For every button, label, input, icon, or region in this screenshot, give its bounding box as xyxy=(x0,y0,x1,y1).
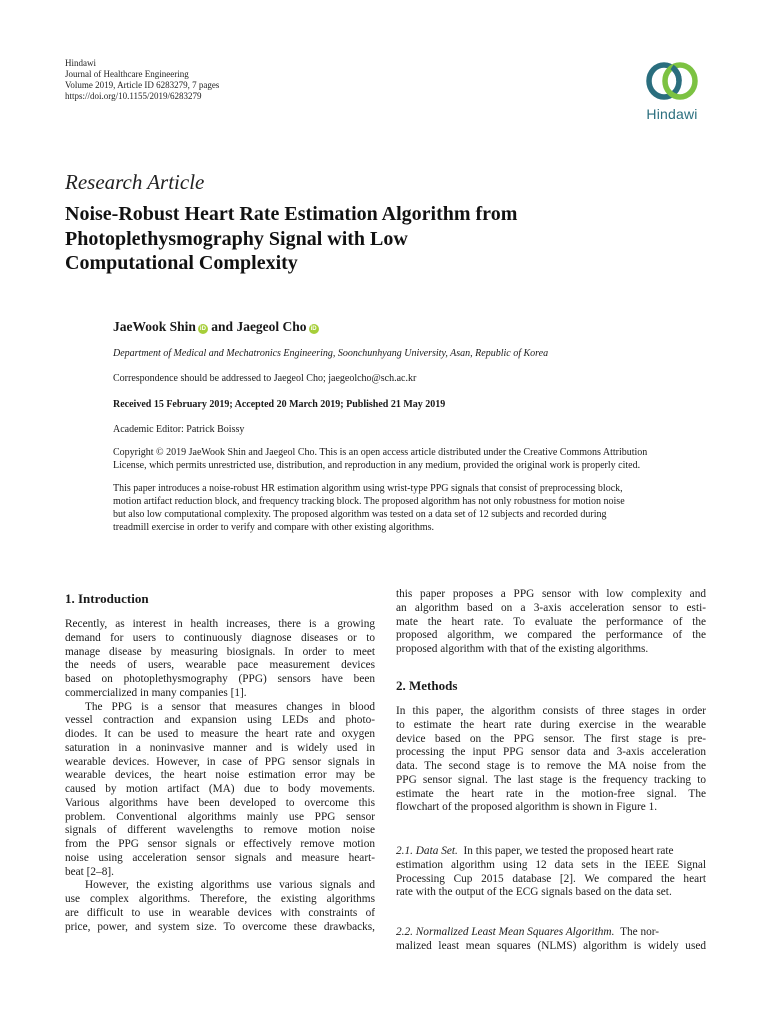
body-line: use complex algorithms. Therefore, the existing algorithms xyxy=(65,893,375,905)
body-line: wearable devices. However, in case of PPG sensor signals in xyxy=(65,755,375,768)
body-line: data. The second stage is to remove the MA noise from the xyxy=(396,760,706,772)
body-line: from the PPG sensor signals or effectively remove motion xyxy=(65,838,375,850)
body-line: signals of different wavelengths to remove motion noise xyxy=(65,824,375,837)
copyright-notice xyxy=(113,446,705,472)
journal-name: Journal of Healthcare Engineering xyxy=(65,69,189,79)
body-line: beat [2–8]. xyxy=(65,865,114,878)
body-line: device based on the PPG sensor. The first stage is pre- xyxy=(396,732,706,745)
section-heading-methods: 2. Methods xyxy=(396,678,458,693)
body-line: wearable devices, the heart noise estimation error may be xyxy=(65,769,375,782)
body-line: In this paper, the algorithm consists of three stages in order xyxy=(396,705,706,717)
body-line: estimate the heart rate in the motion-free signal. The xyxy=(396,787,706,800)
body-text: The nor- xyxy=(620,926,660,938)
publisher-name: Hindawi xyxy=(65,58,96,68)
body-line: an algorithm based on a 3-axis acceleration sensor to esti- xyxy=(396,601,706,614)
body-line: flowchart of the proposed algorithm is shown in Figure 1. xyxy=(396,801,658,814)
publication-dates: Received 15 February 2019; Accepted 20 March 2019; Published 21 May 2019 xyxy=(113,399,446,410)
body-line: PPG sensor signal. The last stage is the frequency tracking to xyxy=(396,773,706,786)
title-line: Photoplethysmography Signal with Low xyxy=(65,227,408,250)
abstract xyxy=(113,482,705,534)
doi-link[interactable]: https://doi.org/10.1155/2019/6283279 xyxy=(65,91,202,101)
abstract-line: treadmill exercise in order to verify and compare with other existing algorithms. xyxy=(113,522,435,533)
body-line: to estimate the heart rate during exercise in the wearable xyxy=(396,718,706,731)
body-line xyxy=(396,926,706,940)
article-type: Research Article xyxy=(65,170,205,194)
body-line: this paper proposes a PPG sensor with low complexity and xyxy=(396,588,706,600)
abstract-line: motion artifact reduction block, and frequency tracking block. The proposed algorithm has not only robustness for motion noise xyxy=(113,496,625,507)
affiliation: Department of Medical and Mechatronics Engineering, Soonchunhyang University, Asan, Republic of Korea xyxy=(113,348,549,359)
dataset-subsection xyxy=(396,845,706,900)
body-line: Processing Cup 2015 database [2]. We compared the heart xyxy=(396,872,706,885)
author-connector: and xyxy=(211,319,234,334)
body-line: vessel contraction and expansion using LEDs and photo- xyxy=(65,714,375,727)
body-line: rate with the output of the ECG signals based on the data set. xyxy=(396,886,672,899)
body-line: However, the existing algorithms use various signals and xyxy=(85,879,375,892)
orcid-icon[interactable]: iD xyxy=(199,326,206,332)
body-line: are difficult to use in wearable devices with constraints of xyxy=(65,906,375,919)
author-list xyxy=(113,319,319,335)
introduction-body xyxy=(65,618,375,934)
hindawi-logo xyxy=(637,58,707,122)
body-line: proposed algorithm with that of the existing algorithms. xyxy=(396,643,649,655)
title-line: Computational Complexity xyxy=(65,252,298,274)
author-name[interactable]: JaeWook Shin xyxy=(113,319,196,334)
body-line: commercialized in many companies [1]. xyxy=(65,686,247,699)
body-line: demand for users to continuously diagnose diseases or to xyxy=(65,631,375,644)
logo-text: Hindawi xyxy=(646,106,698,122)
journal-header xyxy=(65,58,219,102)
body-line: caused by motion artifact (MA) due to body movements. xyxy=(65,783,375,795)
author-name[interactable]: Jaegeol Cho xyxy=(236,319,307,334)
body-line: malized least mean squares (NLMS) algorithm is widely used xyxy=(396,939,706,952)
body-line: The PPG is a sensor that measures changes in blood xyxy=(85,700,375,713)
paper-title xyxy=(65,202,685,276)
body-line: manage disease by measuring biosignals. In order to meet xyxy=(65,645,375,658)
body-line: mate the heart rate. To evaluate the performance of the xyxy=(396,615,706,628)
body-line: the needs of users, wearable pace measurement devices xyxy=(65,659,375,672)
body-line: proposed algorithm, we compared the performance of the xyxy=(396,629,706,642)
copyright-line: Copyright © 2019 JaeWook Shin and Jaegeol Cho. This is an open access article distributed under the Creative Commons Attribution xyxy=(113,447,648,458)
body-line: problem. Conventional algorithms mainly use PPG sensor xyxy=(65,810,375,823)
section-heading-introduction: 1. Introduction xyxy=(65,591,149,606)
body-text: In this paper, we tested the proposed heart rate xyxy=(463,845,674,857)
copyright-line: License, which permits unrestricted use, distribution, and reproduction in any medium, provided the original work is properly cited. xyxy=(113,460,641,471)
body-line: price, power, and system size. To overcome these drawbacks, xyxy=(65,920,375,933)
volume-info: Volume 2019, Article ID 6283279, 7 pages xyxy=(65,80,220,90)
body-line: diodes. It can be used to measure the heart rate and oxygen xyxy=(65,728,375,740)
body-line: noise using acceleration sensor signals and measure heart- xyxy=(65,851,375,864)
nlms-subsection xyxy=(396,926,706,954)
hindawi-logo-icon xyxy=(643,58,701,104)
body-line: processing the input PPG sensor data and 3-axis acceleration xyxy=(396,746,706,759)
orcid-icon[interactable]: iD xyxy=(310,326,317,332)
academic-editor: Academic Editor: Patrick Boissy xyxy=(113,424,245,435)
introduction-continued xyxy=(396,588,706,657)
body-line: saturation in a noninvasive manner and is widely used in xyxy=(65,741,375,754)
correspondence: Correspondence should be addressed to Jaegeol Cho; jaegeolcho@sch.ac.kr xyxy=(113,373,417,384)
abstract-line: but also low computational complexity. The proposed algorithm was tested on a data set of 12 subjects and recorded during xyxy=(113,509,607,520)
methods-body xyxy=(396,705,706,815)
title-line: Noise-Robust Heart Rate Estimation Algorithm from xyxy=(65,203,518,225)
abstract-line: This paper introduces a noise-robust HR estimation algorithm using wrist-type PPG signals that consist of preprocessing block, xyxy=(113,483,623,494)
body-line xyxy=(396,845,706,859)
subsection-heading-dataset: 2.1. Data Set. xyxy=(396,845,458,857)
body-line: estimation algorithm using 12 data sets in the IEEE Signal xyxy=(396,858,706,871)
body-line: Various algorithms have been developed to overcome this xyxy=(65,796,375,809)
body-line: based on photoplethysmography (PPG) sensors have been xyxy=(65,673,375,685)
subsection-heading-nlms: 2.2. Normalized Least Mean Squares Algorithm. xyxy=(396,926,615,938)
body-line: Recently, as interest in health increases, there is a growing xyxy=(65,618,375,630)
